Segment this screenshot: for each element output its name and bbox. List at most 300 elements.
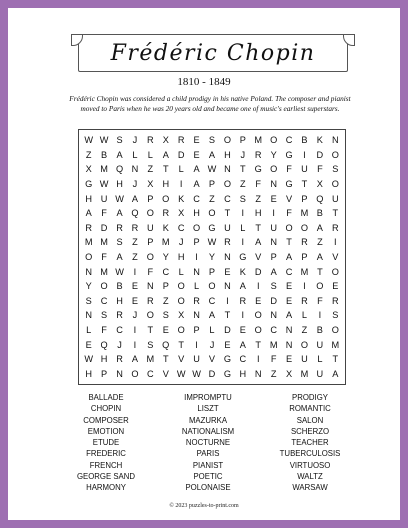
- grid-letter: E: [239, 324, 246, 335]
- grid-letter: P: [147, 237, 154, 248]
- word-list-item: IMPROMPTU: [184, 393, 232, 402]
- grid-letter: W: [99, 179, 109, 190]
- grid-letter: Q: [316, 193, 324, 204]
- grid-letter: O: [300, 222, 309, 233]
- grid-letter: V: [162, 368, 169, 379]
- word-list-item: FRENCH: [89, 460, 123, 470]
- grid-letter: S: [85, 295, 92, 306]
- grid-letter: S: [147, 339, 154, 350]
- grid-letter: E: [332, 281, 339, 292]
- grid-letter: O: [177, 324, 185, 335]
- grid-letter: A: [116, 251, 123, 262]
- grid-letter: G: [208, 222, 216, 233]
- grid-letter: M: [300, 368, 309, 379]
- grid-letter: X: [316, 179, 323, 190]
- grid-letter: H: [116, 295, 123, 306]
- word-column: [262, 392, 358, 494]
- grid-letter: H: [85, 368, 93, 379]
- word-list-item: VIRTUOSO: [289, 460, 331, 470]
- grid-letter: P: [101, 368, 108, 379]
- grid-letter: I: [303, 149, 306, 160]
- grid-letter: D: [254, 266, 262, 277]
- word-list-item: PRODIGY: [292, 393, 328, 402]
- grid-letter: A: [208, 149, 216, 160]
- grid-letter: H: [254, 208, 262, 219]
- grid-letter: I: [241, 208, 245, 219]
- grid-letter: R: [162, 208, 170, 219]
- grid-letter: T: [147, 324, 154, 335]
- grid-letter: O: [146, 310, 154, 321]
- grid-letter: C: [285, 266, 293, 277]
- grid-letter: Z: [301, 324, 308, 335]
- word-list-item: SCHERZO: [290, 426, 330, 436]
- grid-letter: O: [254, 310, 262, 321]
- grid-letter: A: [255, 237, 262, 248]
- grid-letter: T: [224, 208, 231, 219]
- grid-letter: G: [285, 149, 293, 160]
- grid-letter: S: [162, 310, 169, 321]
- grid-letter: O: [85, 251, 93, 262]
- page-title: Frédéric Chopin: [110, 40, 316, 66]
- grid-letter: W: [207, 237, 217, 248]
- grid-letter: O: [270, 164, 278, 175]
- grid-letter: A: [193, 164, 200, 175]
- grid-letter: I: [303, 281, 306, 292]
- grid-letter: S: [101, 310, 108, 321]
- grid-letter: L: [178, 266, 184, 277]
- grid-letter: N: [224, 251, 231, 262]
- word-list-item: SALON: [296, 415, 324, 425]
- grid-letter: R: [85, 222, 93, 233]
- word-column: [58, 392, 154, 494]
- grid-letter: H: [239, 368, 247, 379]
- word-list-item: CHOPIN: [90, 404, 122, 414]
- word-list-item: ROMANTIC: [289, 404, 331, 414]
- grid-letter: N: [270, 310, 277, 321]
- word-list-item: BALLADE: [88, 393, 124, 402]
- grid-letter: I: [195, 251, 198, 262]
- grid-letter: A: [332, 368, 339, 379]
- grid-letter: S: [116, 135, 123, 146]
- grid-letter: P: [301, 193, 308, 204]
- grid-letter: O: [131, 368, 139, 379]
- grid-letter: O: [208, 281, 216, 292]
- grid-letter: L: [317, 354, 323, 365]
- grid-letter: F: [101, 324, 107, 335]
- grid-letter: W: [192, 368, 201, 379]
- grid-letter: D: [100, 222, 108, 233]
- grid-letter: E: [85, 339, 92, 350]
- grid-letter: L: [86, 324, 92, 335]
- grid-letter: H: [177, 251, 185, 262]
- grid-letter: E: [224, 266, 231, 277]
- grid-letter: A: [131, 193, 138, 204]
- grid-letter: O: [146, 208, 154, 219]
- grid-letter: E: [285, 281, 293, 292]
- word-list-item: PIANIST: [192, 460, 224, 470]
- grid-letter: P: [239, 135, 246, 146]
- grid-letter: Q: [162, 339, 170, 350]
- grid-letter: O: [223, 179, 231, 190]
- grid-letter: B: [101, 149, 108, 160]
- grid-letter: O: [285, 222, 293, 233]
- grid-letter: I: [334, 237, 337, 248]
- grid-letter: O: [208, 208, 216, 219]
- grid-letter: R: [331, 222, 339, 233]
- grid-letter: U: [316, 339, 324, 350]
- grid-letter: P: [208, 179, 216, 190]
- grid-letter: I: [241, 237, 245, 248]
- grid-letter: R: [193, 295, 200, 306]
- grid-letter: I: [133, 324, 137, 335]
- grid-letter: A: [239, 339, 246, 350]
- grid-letter: S: [332, 310, 339, 321]
- grid-letter: P: [162, 281, 169, 292]
- grid-letter: Z: [270, 368, 277, 379]
- grid-letter: M: [254, 135, 263, 146]
- grid-letter: P: [193, 237, 200, 248]
- grid-letter: T: [286, 237, 292, 248]
- grid-letter: L: [132, 149, 138, 160]
- grid-letter: T: [332, 354, 339, 365]
- grid-letter: N: [270, 237, 277, 248]
- grid-letter: G: [239, 251, 247, 262]
- grid-letter: T: [162, 354, 169, 365]
- grid-letter: X: [178, 208, 185, 219]
- grid-letter: U: [301, 354, 308, 365]
- grid-letter: D: [224, 324, 231, 335]
- grid-letter: M: [300, 266, 309, 277]
- grid-letter: H: [162, 179, 170, 190]
- word-list-item: FREDERIC: [86, 449, 126, 459]
- grid-letter: A: [116, 208, 123, 219]
- grid-letter: C: [224, 193, 231, 204]
- grid-letter: M: [100, 164, 108, 175]
- grid-letter: D: [208, 368, 216, 379]
- grid-letter: J: [132, 135, 138, 146]
- grid-letter: O: [316, 281, 324, 292]
- grid-letter: T: [317, 266, 323, 277]
- grid-letter: A: [193, 179, 200, 190]
- grid-letter: H: [85, 193, 93, 204]
- grid-letter: O: [331, 266, 339, 277]
- grid-letter: E: [162, 324, 169, 335]
- grid-letter: U: [316, 368, 324, 379]
- grid-letter: O: [177, 281, 185, 292]
- grid-letter: T: [255, 339, 262, 350]
- grid-letter: Z: [132, 237, 138, 248]
- grid-letter: R: [254, 149, 262, 160]
- word-column: [160, 392, 256, 494]
- grid-letter: O: [162, 193, 170, 204]
- word-list-item: ETUDE: [92, 438, 120, 448]
- grid-letter: U: [193, 354, 200, 365]
- grid-letter: A: [162, 149, 169, 160]
- grid-letter: C: [177, 222, 185, 233]
- grid-letter: Z: [147, 164, 154, 175]
- word-list-item: NOCTURNE: [185, 438, 231, 448]
- grid-letter: I: [133, 339, 137, 350]
- grid-letter: A: [270, 266, 277, 277]
- grid-letter: N: [331, 135, 339, 146]
- grid-letter: N: [116, 368, 123, 379]
- grid-letter: S: [270, 281, 277, 292]
- grid-letter: R: [301, 237, 308, 248]
- grid-letter: N: [193, 266, 200, 277]
- grid-letter: L: [194, 281, 200, 292]
- grid-letter: J: [240, 149, 246, 160]
- grid-letter: U: [224, 222, 231, 233]
- grid-letter: V: [332, 251, 339, 262]
- grid-letter: D: [316, 149, 324, 160]
- grid-letter: N: [285, 324, 293, 335]
- grid-letter: R: [116, 222, 123, 233]
- grid-letter: X: [285, 368, 293, 379]
- grid-letter: F: [101, 208, 107, 219]
- word-list-item: EMOTION: [87, 426, 125, 436]
- grid-letter: P: [208, 266, 216, 277]
- grid-letter: G: [85, 179, 93, 190]
- word-list-item: POLONAISE: [185, 483, 231, 493]
- grid-letter: M: [100, 237, 108, 248]
- grid-letter: F: [286, 208, 292, 219]
- grid-letter: W: [207, 164, 217, 175]
- grid-letter: X: [85, 164, 92, 175]
- grid-letter: H: [116, 179, 123, 190]
- grid-letter: O: [177, 295, 185, 306]
- grid-letter: N: [147, 281, 154, 292]
- grid-letter: I: [256, 281, 260, 292]
- word-list-item: HARMONY: [86, 483, 126, 493]
- grid-letter: H: [100, 354, 108, 365]
- grid-letter: C: [285, 135, 293, 146]
- grid-letter: F: [317, 295, 323, 306]
- grid-letter: X: [162, 135, 169, 146]
- footer-copyright: © 2023 puzzles-to-print.com: [169, 503, 239, 509]
- grid-letter: W: [176, 368, 186, 379]
- grid-letter: C: [162, 266, 170, 277]
- grid-letter: R: [116, 354, 123, 365]
- grid-letter: G: [223, 368, 231, 379]
- grid-letter: E: [131, 295, 138, 306]
- grid-letter: C: [116, 324, 123, 335]
- grid-letter: U: [301, 164, 308, 175]
- grid-letter: L: [209, 324, 215, 335]
- grid-letter: A: [316, 251, 323, 262]
- title-banner: [78, 34, 348, 72]
- grid-letter: Z: [255, 193, 262, 204]
- grid-letter: Y: [162, 251, 169, 262]
- grid-letter: I: [318, 310, 322, 321]
- grid-letter: P: [147, 193, 154, 204]
- grid-letter: N: [224, 281, 231, 292]
- grid-letter: T: [178, 339, 184, 350]
- grid-letter: Z: [209, 193, 215, 204]
- grid-letter: A: [316, 222, 323, 233]
- grid-letter: V: [178, 354, 185, 365]
- grid-letter: R: [331, 295, 339, 306]
- grid-letter: P: [193, 324, 200, 335]
- grid-letter: R: [301, 295, 308, 306]
- grid-letter: Q: [100, 339, 108, 350]
- grid-letter: S: [116, 237, 123, 248]
- grid-letter: Y: [270, 149, 277, 160]
- grid-letter: Y: [208, 251, 216, 262]
- word-list-item: TUBERCULOSIS: [279, 449, 341, 459]
- grid-letter: E: [193, 149, 200, 160]
- grid-letter: O: [223, 135, 231, 146]
- grid-letter: P: [301, 251, 308, 262]
- grid-letter: V: [255, 251, 262, 262]
- grid-letter: R: [147, 135, 154, 146]
- word-list-item: COMPOSER: [83, 415, 129, 425]
- grid-letter: W: [115, 193, 124, 204]
- grid-letter: B: [116, 281, 123, 292]
- grid-letter: T: [301, 179, 308, 190]
- word-list-item: LISZT: [197, 404, 219, 414]
- grid-letter: M: [269, 339, 278, 350]
- grid-letter: E: [224, 339, 231, 350]
- grid-letter: E: [131, 281, 138, 292]
- grid-letter: C: [208, 295, 216, 306]
- grid-letter: O: [331, 149, 339, 160]
- grid-letter: N: [85, 310, 93, 321]
- word-list-item: PARIS: [196, 449, 220, 459]
- grid-letter: K: [316, 135, 323, 146]
- grid-letter: A: [116, 149, 123, 160]
- grid-letter: T: [255, 222, 262, 233]
- grid-letter: Q: [131, 208, 139, 219]
- grid-letter: Z: [240, 179, 246, 190]
- grid-letter: N: [270, 179, 277, 190]
- grid-letter: O: [300, 339, 309, 350]
- grid-letter: O: [331, 179, 339, 190]
- grid-letter: U: [331, 193, 339, 204]
- grid-letter: Z: [317, 237, 323, 248]
- grid-letter: M: [331, 339, 340, 350]
- grid-letter: Q: [115, 164, 124, 175]
- grid-letter: G: [223, 354, 231, 365]
- grid-letter: Z: [132, 251, 138, 262]
- grid-letter: U: [147, 222, 154, 233]
- grid-letter: U: [270, 222, 277, 233]
- grid-letter: E: [285, 295, 293, 306]
- grid-letter: F: [286, 164, 292, 175]
- grid-letter: T: [162, 164, 169, 175]
- grid-letter: X: [178, 310, 185, 321]
- grid-letter: H: [224, 149, 231, 160]
- grid-letter: M: [146, 354, 155, 365]
- grid-letter: G: [254, 164, 262, 175]
- grid-letter: R: [116, 310, 123, 321]
- grid-letter: I: [195, 339, 198, 350]
- grid-letter: O: [254, 324, 262, 335]
- grid-letter: M: [300, 208, 309, 219]
- grid-letter: W: [84, 354, 94, 365]
- grid-letter: R: [147, 295, 154, 306]
- grid-letter: T: [332, 208, 339, 219]
- grid-letter: O: [146, 251, 154, 262]
- grid-letter: H: [193, 208, 200, 219]
- description: Frédéric Chopin was considered a child prodigy in his native Poland. The composer and pianist moved to Paris when he was 20 years old and became one of music's earliest superstars.: [69, 94, 351, 113]
- word-list-item: MAZURKA: [188, 415, 228, 425]
- grid-letter: N: [85, 266, 93, 277]
- grid-letter: O: [100, 281, 108, 292]
- grid-letter: B: [316, 324, 323, 335]
- word-list-item: NATIONALISM: [181, 426, 235, 436]
- word-list-item: GEORGE SAND: [76, 472, 136, 482]
- grid-letter: L: [147, 149, 153, 160]
- grid-letter: K: [239, 266, 246, 277]
- grid-letter: M: [100, 266, 108, 277]
- grid-letter: Z: [162, 295, 169, 306]
- grid-letter: J: [132, 179, 138, 190]
- grid-letter: E: [270, 193, 277, 204]
- grid-letter: M: [84, 237, 93, 248]
- grid-letter: M: [161, 237, 170, 248]
- grid-letter: P: [270, 251, 277, 262]
- grid-letter: F: [147, 266, 154, 277]
- grid-letter: V: [285, 193, 293, 204]
- grid-letter: O: [193, 222, 201, 233]
- grid-letter: E: [285, 354, 293, 365]
- grid-letter: X: [147, 179, 154, 190]
- grid-letter: A: [85, 208, 92, 219]
- grid-letter: B: [316, 208, 323, 219]
- word-list-item: WALTZ: [297, 472, 323, 482]
- grid-letter: B: [301, 135, 308, 146]
- grid-letter: N: [285, 339, 293, 350]
- grid-letter: O: [331, 324, 339, 335]
- grid-letter: A: [285, 310, 293, 321]
- grid-letter: E: [193, 135, 200, 146]
- grid-letter: R: [224, 237, 231, 248]
- grid-letter: C: [147, 368, 154, 379]
- grid-letter: I: [133, 266, 137, 277]
- grid-letter: Z: [85, 149, 92, 160]
- grid-letter: R: [131, 222, 139, 233]
- grid-letter: T: [224, 310, 231, 321]
- grid-letter: A: [285, 251, 293, 262]
- grid-letter: F: [317, 164, 323, 175]
- word-list-item: POETIC: [193, 472, 223, 482]
- grid-letter: F: [101, 251, 107, 262]
- grid-letter: D: [177, 149, 185, 160]
- grid-letter: F: [270, 354, 277, 365]
- grid-letter: V: [208, 354, 216, 365]
- grid-letter: N: [131, 164, 139, 175]
- grid-letter: G: [285, 179, 293, 190]
- grid-letter: I: [179, 179, 183, 190]
- grid-letter: L: [178, 164, 184, 175]
- grid-letter: L: [240, 222, 246, 233]
- grid-letter: S: [239, 193, 246, 204]
- grid-letter: J: [117, 339, 122, 350]
- grid-letter: I: [256, 354, 260, 365]
- grid-letter: T: [240, 164, 246, 175]
- grid-letter: I: [226, 295, 229, 306]
- grid-letter: C: [100, 295, 108, 306]
- grid-letter: W: [99, 135, 109, 146]
- grid-letter: W: [115, 266, 124, 277]
- grid-letter: Y: [85, 281, 92, 292]
- grid-letter: A: [239, 281, 246, 292]
- grid-letter: N: [193, 310, 200, 321]
- word-list-item: TEACHER: [291, 438, 329, 448]
- grid-letter: F: [255, 179, 262, 190]
- grid-letter: E: [255, 295, 262, 306]
- grid-letter: I: [272, 208, 275, 219]
